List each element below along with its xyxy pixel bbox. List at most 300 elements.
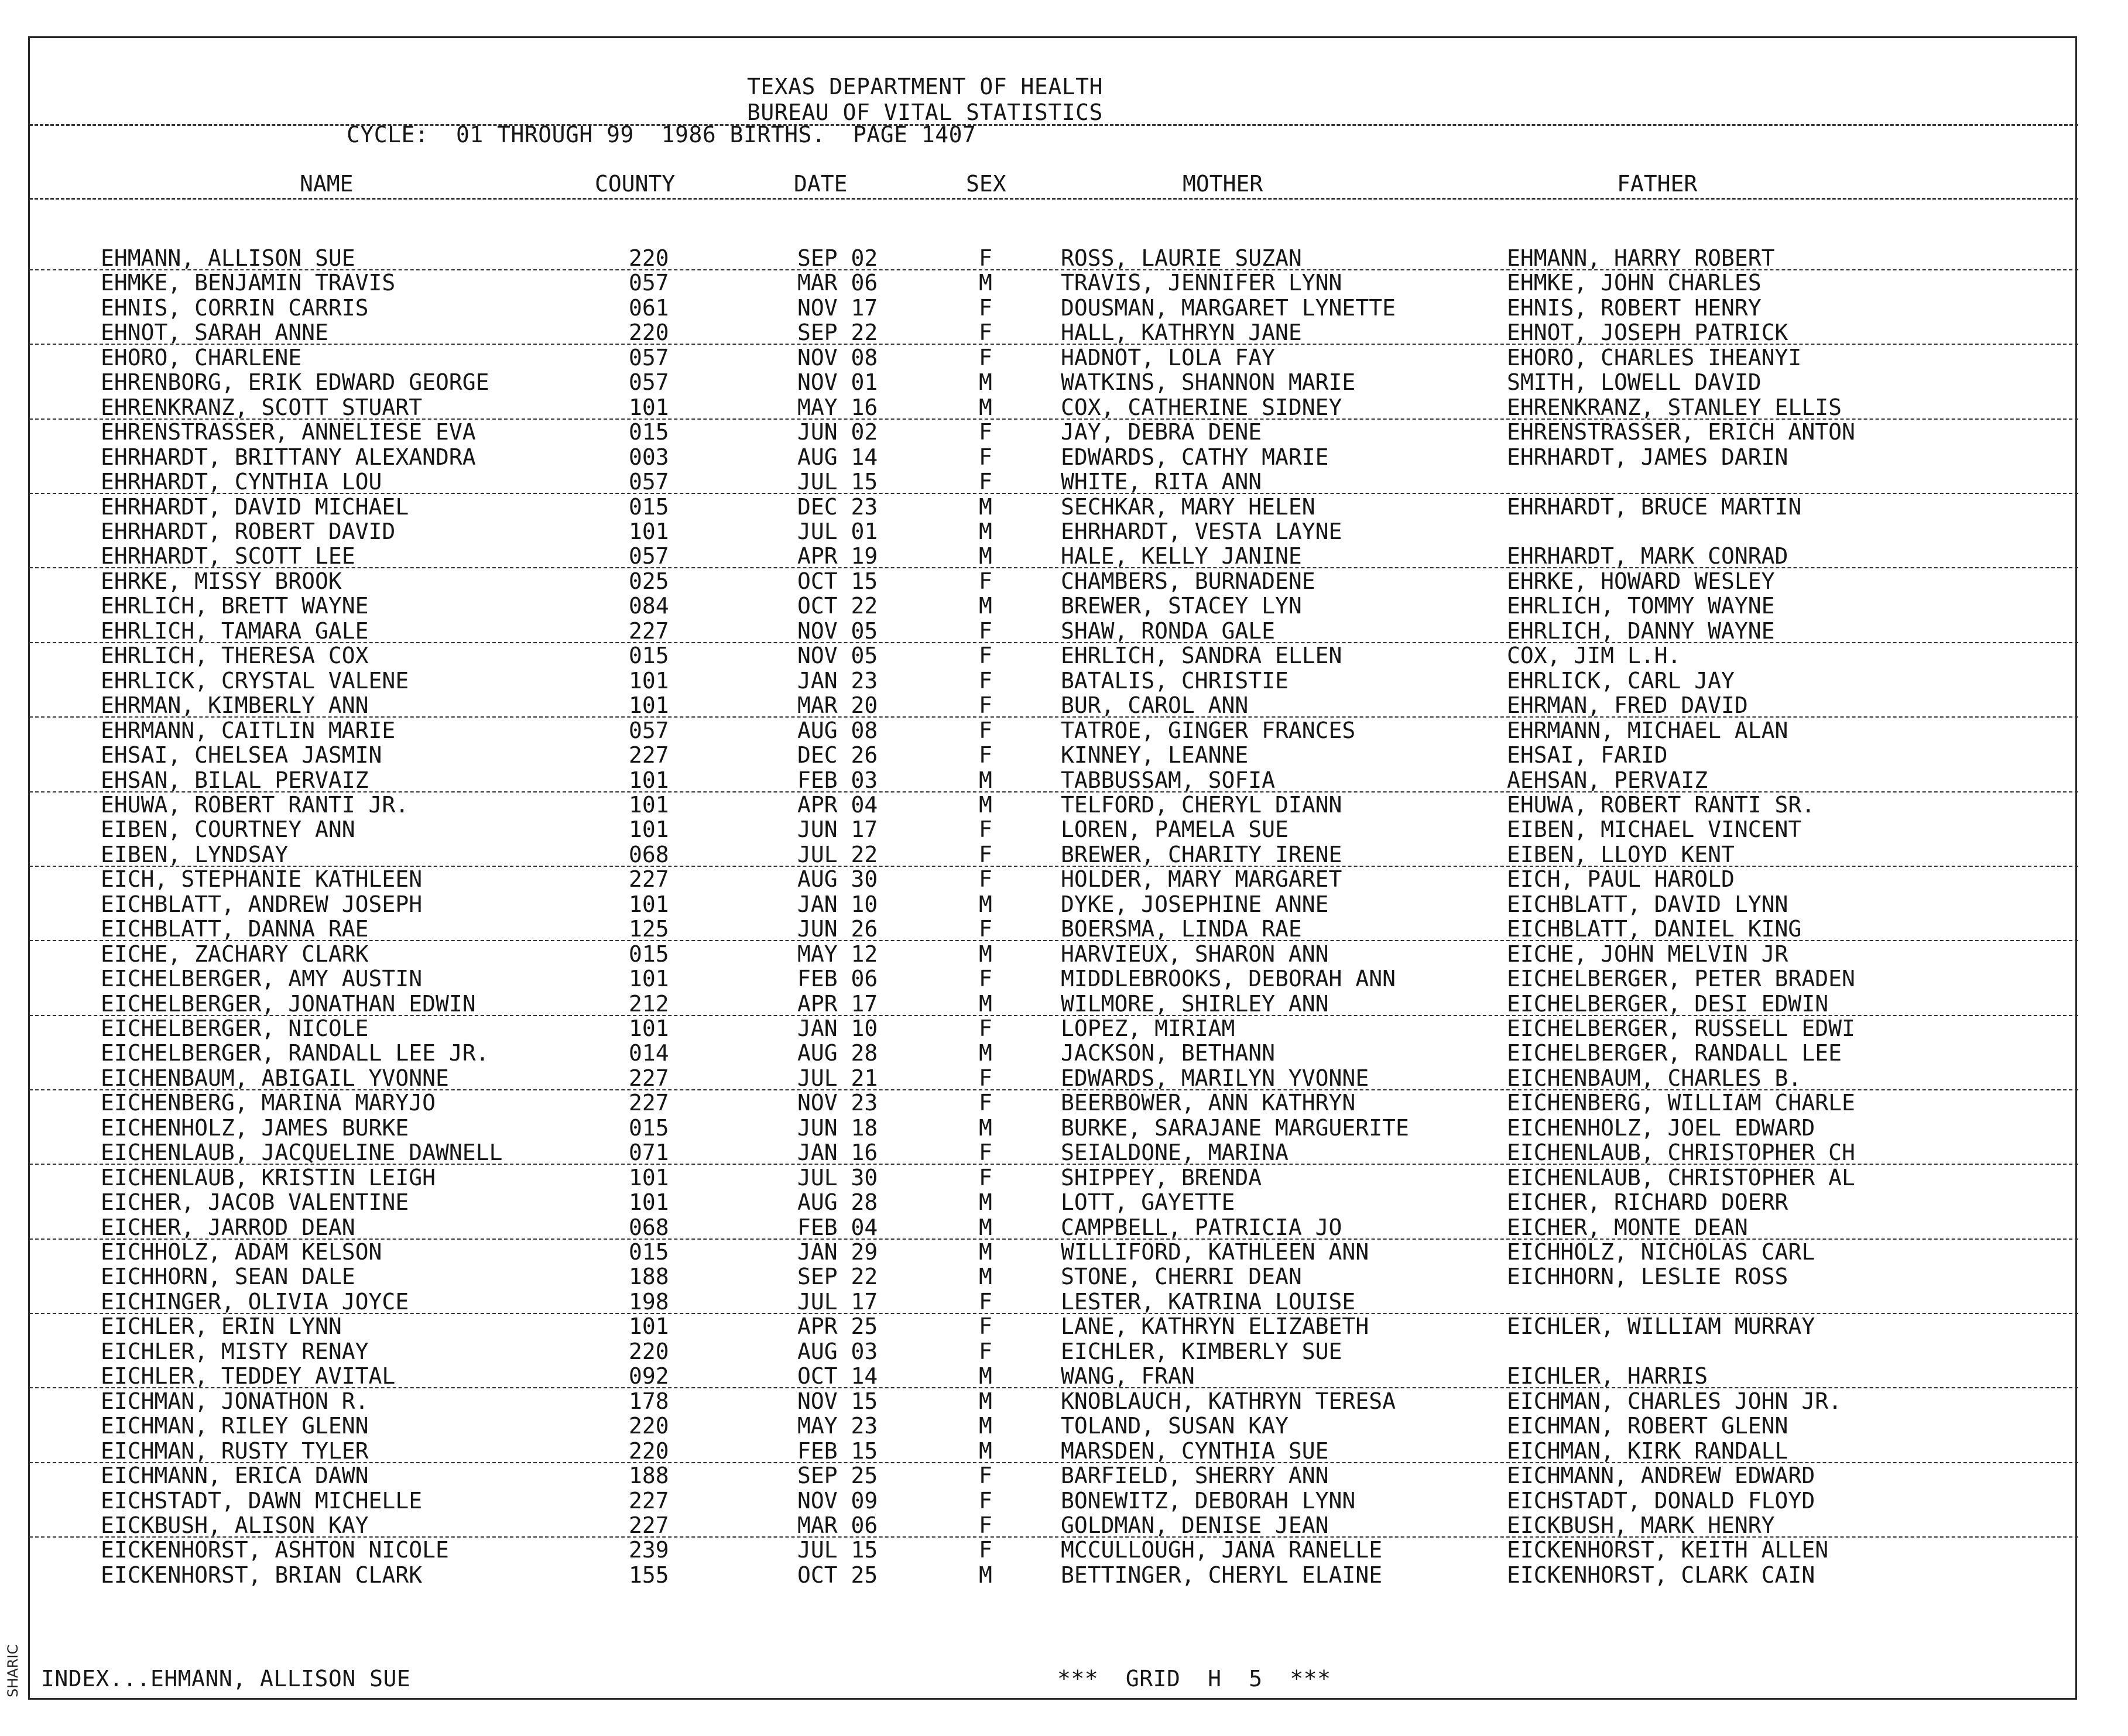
cell-sex: F (979, 245, 992, 271)
cell-sex: F (979, 469, 992, 495)
cell-sex: F (979, 841, 992, 867)
table-row (0, 495, 2128, 519)
table-row (0, 270, 2128, 295)
table-row (0, 1488, 2128, 1513)
cell-county: 061 (629, 294, 669, 321)
cell-mother: DOUSMAN, MARGARET LYNETTE (1061, 294, 1396, 321)
table-row (0, 942, 2128, 966)
cell-mother: BETTINGER, CHERYL ELAINE (1061, 1562, 1383, 1588)
col-header-mother: MOTHER (1183, 171, 1263, 197)
cell-mother: HADNOT, LOLA FAY (1061, 344, 1276, 370)
cell-county: 025 (629, 568, 669, 594)
cell-sex: M (979, 270, 992, 296)
cell-father: EIBEN, MICHAEL VINCENT (1507, 816, 1802, 843)
table-row (0, 420, 2128, 444)
cell-father: EICHENBERG, WILLIAM CHARLE (1507, 1090, 1855, 1116)
table-row (0, 1041, 2128, 1065)
cell-father: EICHSTADT, DONALD FLOYD (1507, 1487, 1815, 1514)
cell-sex: M (979, 990, 992, 1017)
cell-sex: M (979, 1388, 992, 1414)
header-divider (29, 124, 2078, 126)
cell-mother: DYKE, JOSEPHINE ANNE (1061, 891, 1329, 917)
cell-date: JUN 26 (797, 916, 878, 942)
cell-sex: F (979, 916, 992, 942)
cell-father: EHNOT, JOSEPH PATRICK (1507, 320, 1788, 346)
table-row (0, 1513, 2128, 1538)
cell-sex: F (979, 692, 992, 719)
cell-father: EICHE, JOHN MELVIN JR (1507, 941, 1788, 967)
cell-mother: CHAMBERS, BURNADENE (1061, 568, 1315, 594)
table-row (0, 1165, 2128, 1190)
cell-county: 068 (629, 841, 669, 867)
cell-date: JAN 10 (797, 1015, 878, 1041)
cell-father: EHRENKRANZ, STANLEY ELLIS (1507, 394, 1842, 420)
cell-county: 227 (629, 1090, 669, 1116)
table-row (0, 1066, 2128, 1090)
cell-sex: F (979, 667, 992, 694)
cell-mother: TRAVIS, JENNIFER LYNN (1061, 270, 1342, 296)
cell-mother: LOTT, GAYETTE (1061, 1189, 1235, 1216)
cell-date: NOV 01 (797, 369, 878, 396)
cell-county: 071 (629, 1140, 669, 1166)
cell-county: 227 (629, 1065, 669, 1091)
cell-father: EICHELBERGER, RANDALL LEE (1507, 1040, 1842, 1066)
table-row (0, 1389, 2128, 1413)
cell-date: MAY 16 (797, 394, 878, 420)
cell-sex: M (979, 1040, 992, 1066)
cell-mother: WILLIFORD, KATHLEEN ANN (1061, 1239, 1369, 1265)
cell-sex: F (979, 1537, 992, 1563)
cell-sex: F (979, 1463, 992, 1489)
cell-date: SEP 22 (797, 1264, 878, 1290)
table-row (0, 1289, 2128, 1314)
cell-county: 227 (629, 742, 669, 768)
table-row (0, 1413, 2128, 1438)
table-row (0, 892, 2128, 917)
cell-county: 220 (629, 1338, 669, 1364)
col-header-county: COUNTY (595, 171, 676, 197)
cell-mother: HOLDER, MARY MARGARET (1061, 866, 1342, 893)
cell-date: JAN 10 (797, 891, 878, 917)
cell-father: EHRKE, HOWARD WESLEY (1507, 568, 1775, 594)
cell-sex: F (979, 966, 992, 992)
cell-name: EHRMANN, CAITLIN MARIE (101, 717, 396, 743)
cell-name: EICHMAN, RILEY GLENN (101, 1413, 369, 1439)
cell-mother: HARVIEUX, SHARON ANN (1061, 941, 1329, 967)
table-row (0, 1264, 2128, 1289)
cell-date: JAN 16 (797, 1140, 878, 1166)
cell-county: 239 (629, 1537, 669, 1563)
cell-mother: TATROE, GINGER FRANCES (1061, 717, 1356, 743)
cell-county: 057 (629, 270, 669, 296)
cell-sex: M (979, 1189, 992, 1216)
cell-name: EICHELBERGER, AMY AUSTIN (101, 966, 423, 992)
cell-mother: BONEWITZ, DEBORAH LYNN (1061, 1487, 1356, 1514)
cell-mother: MARSDEN, CYNTHIA SUE (1061, 1437, 1329, 1464)
cell-date: JAN 29 (797, 1239, 878, 1265)
cell-county: 188 (629, 1264, 669, 1290)
cell-sex: M (979, 1437, 992, 1464)
cell-mother: TOLAND, SUSAN KAY (1061, 1413, 1289, 1439)
cell-date: JUL 15 (797, 469, 878, 495)
cell-sex: M (979, 519, 992, 544)
cell-name: EHORO, CHARLENE (101, 344, 302, 370)
cell-county: 220 (629, 245, 669, 271)
table-row (0, 519, 2128, 544)
cell-date: JUN 02 (797, 419, 878, 445)
cell-county: 227 (629, 1512, 669, 1538)
cell-date: NOV 05 (797, 617, 878, 644)
cell-date: JUN 18 (797, 1114, 878, 1141)
cell-sex: F (979, 344, 992, 370)
cell-father: EICHELBERGER, RUSSELL EDWI (1507, 1015, 1855, 1041)
table-row (0, 1215, 2128, 1240)
cell-date: FEB 03 (797, 767, 878, 793)
cell-county: 015 (629, 941, 669, 967)
cell-sex: M (979, 1214, 992, 1240)
cell-sex: M (979, 1363, 992, 1390)
cell-name: EICHELBERGER, RANDALL LEE JR. (101, 1040, 489, 1066)
cell-date: JUN 17 (797, 816, 878, 843)
table-row (0, 445, 2128, 469)
cell-name: EHRENBORG, ERIK EDWARD GEORGE (101, 369, 489, 396)
cell-sex: F (979, 742, 992, 768)
cell-sex: F (979, 1015, 992, 1041)
cell-date: NOV 23 (797, 1090, 878, 1116)
cell-county: 003 (629, 444, 669, 470)
cell-date: MAY 23 (797, 1413, 878, 1439)
cell-father: EICHENLAUB, CHRISTOPHER CH (1507, 1140, 1855, 1166)
cell-date: APR 17 (797, 990, 878, 1017)
cell-sex: F (979, 1164, 992, 1191)
cell-name: EHRHARDT, DAVID MICHAEL (101, 493, 409, 520)
cell-mother: TELFORD, CHERYL DIANN (1061, 791, 1342, 818)
cell-date: APR 19 (797, 543, 878, 569)
cell-father: COX, JIM L.H. (1507, 643, 1681, 669)
table-row (0, 246, 2128, 270)
cell-county: 101 (629, 1313, 669, 1340)
table-row (0, 917, 2128, 941)
cell-father: EIBEN, LLOYD KENT (1507, 841, 1735, 867)
cell-date: SEP 22 (797, 320, 878, 346)
cell-mother: KNOBLAUCH, KATHRYN TERESA (1061, 1388, 1396, 1414)
cell-mother: EDWARDS, CATHY MARIE (1061, 444, 1329, 470)
cell-date: OCT 22 (797, 593, 878, 619)
cell-county: 015 (629, 643, 669, 669)
table-row (0, 1339, 2128, 1364)
cell-mother: JACKSON, BETHANN (1061, 1040, 1276, 1066)
table-row (0, 593, 2128, 618)
cell-father: EHRLICH, DANNY WAYNE (1507, 617, 1775, 644)
footer-index: INDEX...EHMANN, ALLISON SUE (41, 1666, 411, 1692)
cell-father: EICHMAN, ROBERT GLENN (1507, 1413, 1788, 1439)
cell-county: 227 (629, 866, 669, 893)
cell-name: EHRLICK, CRYSTAL VALENE (101, 667, 409, 694)
cell-name: EHRENKRANZ, SCOTT STUART (101, 394, 423, 420)
cell-county: 227 (629, 617, 669, 644)
cell-date: FEB 04 (797, 1214, 878, 1240)
cell-date: AUG 28 (797, 1040, 878, 1066)
cell-sex: M (979, 891, 992, 917)
cell-mother: EHRLICH, SANDRA ELLEN (1061, 643, 1342, 669)
cell-name: EICHBLATT, DANNA RAE (101, 916, 369, 942)
cell-county: 101 (629, 891, 669, 917)
cell-father: EICHMANN, ANDREW EDWARD (1507, 1463, 1815, 1489)
cell-name: EICHELBERGER, NICOLE (101, 1015, 369, 1041)
table-row (0, 1563, 2128, 1587)
table-row (0, 668, 2128, 693)
cell-father: EICHER, MONTE DEAN (1507, 1214, 1748, 1240)
side-label: SHARIC (5, 1644, 21, 1698)
cell-mother: EICHLER, KIMBERLY SUE (1061, 1338, 1342, 1364)
cell-sex: M (979, 1114, 992, 1141)
cell-mother: BUR, CAROL ANN (1061, 692, 1249, 719)
cell-mother: BARFIELD, SHERRY ANN (1061, 1463, 1329, 1489)
cell-name: EHSAN, BILAL PERVAIZ (101, 767, 369, 793)
cell-date: DEC 23 (797, 493, 878, 520)
cell-county: 198 (629, 1288, 669, 1315)
cell-mother: BREWER, CHARITY IRENE (1061, 841, 1342, 867)
cell-father: EHRMANN, MICHAEL ALAN (1507, 717, 1788, 743)
cell-county: 101 (629, 692, 669, 719)
table-row (0, 345, 2128, 370)
cell-date: FEB 15 (797, 1437, 878, 1464)
table-row (0, 1240, 2128, 1264)
cell-name: EHRENSTRASSER, ANNELIESE EVA (101, 419, 476, 445)
cell-name: EICH, STEPHANIE KATHLEEN (101, 866, 423, 893)
cell-mother: MIDDLEBROOKS, DEBORAH ANN (1061, 966, 1396, 992)
cell-father: EHRHARDT, MARK CONRAD (1507, 543, 1788, 569)
cell-father: EICHLER, WILLIAM MURRAY (1507, 1313, 1815, 1340)
cell-sex: F (979, 1313, 992, 1340)
cell-date: AUG 03 (797, 1338, 878, 1364)
cell-mother: SEIALDONE, MARINA (1061, 1140, 1289, 1166)
cell-sex: F (979, 1140, 992, 1166)
table-row (0, 792, 2128, 817)
cell-name: EHRLICH, BRETT WAYNE (101, 593, 369, 619)
cell-father: EHNIS, ROBERT HENRY (1507, 294, 1762, 321)
cell-date: DEC 26 (797, 742, 878, 768)
cell-name: EHMANN, ALLISON SUE (101, 245, 355, 271)
cell-mother: BURKE, SARAJANE MARGUERITE (1061, 1114, 1409, 1141)
cell-county: 178 (629, 1388, 669, 1414)
cell-name: EICHE, ZACHARY CLARK (101, 941, 369, 967)
cell-mother: STONE, CHERRI DEAN (1061, 1264, 1302, 1290)
cell-father: EICHBLATT, DAVID LYNN (1507, 891, 1788, 917)
col-header-name: NAME (300, 171, 354, 197)
cell-name: EICHMAN, JONATHON R. (101, 1388, 369, 1414)
cell-name: EHUWA, ROBERT RANTI JR. (101, 791, 409, 818)
cell-date: NOV 09 (797, 1487, 878, 1514)
cell-county: 101 (629, 1015, 669, 1041)
cell-mother: HALE, KELLY JANINE (1061, 543, 1302, 569)
cell-county: 101 (629, 394, 669, 420)
cell-name: EICHMAN, RUSTY TYLER (101, 1437, 369, 1464)
cell-county: 057 (629, 469, 669, 495)
cell-county: 220 (629, 1437, 669, 1464)
cell-date: JUL 30 (797, 1164, 878, 1191)
table-row (0, 842, 2128, 867)
cell-county: 014 (629, 1040, 669, 1066)
cell-mother: BOERSMA, LINDA RAE (1061, 916, 1302, 942)
cell-name: EHRKE, MISSY BROOK (101, 568, 342, 594)
cell-father: EICHMAN, CHARLES JOHN JR. (1507, 1388, 1842, 1414)
cell-date: SEP 02 (797, 245, 878, 271)
cell-mother: WHITE, RITA ANN (1061, 469, 1262, 495)
cell-county: 068 (629, 1214, 669, 1240)
cell-county: 101 (629, 966, 669, 992)
cell-name: EICHER, JACOB VALENTINE (101, 1189, 409, 1216)
col-header-date: DATE (794, 171, 848, 197)
table-row (0, 619, 2128, 643)
cell-father: EHRHARDT, JAMES DARIN (1507, 444, 1788, 470)
table-row (0, 1140, 2128, 1165)
cell-name: EHRLICH, TAMARA GALE (101, 617, 369, 644)
table-row (0, 743, 2128, 767)
cell-name: EICHSTADT, DAWN MICHELLE (101, 1487, 423, 1514)
cell-mother: ROSS, LAURIE SUZAN (1061, 245, 1302, 271)
cell-mother: WANG, FRAN (1061, 1363, 1195, 1390)
cell-father: EHMANN, HARRY ROBERT (1507, 245, 1775, 271)
cell-mother: COX, CATHERINE SIDNEY (1061, 394, 1342, 420)
cell-date: NOV 05 (797, 643, 878, 669)
cell-father: EICHBLATT, DANIEL KING (1507, 916, 1802, 942)
cell-name: EICHHOLZ, ADAM KELSON (101, 1239, 382, 1265)
cell-date: JUL 21 (797, 1065, 878, 1091)
cell-father: EICHENHOLZ, JOEL EDWARD (1507, 1114, 1815, 1141)
cell-father: EICH, PAUL HAROLD (1507, 866, 1735, 893)
cell-sex: M (979, 493, 992, 520)
cell-date: MAR 06 (797, 1512, 878, 1538)
cell-county: 015 (629, 1114, 669, 1141)
table-row (0, 1314, 2128, 1339)
cell-father: EICHENBAUM, CHARLES B. (1507, 1065, 1802, 1091)
cell-mother: LOPEZ, MIRIAM (1061, 1015, 1235, 1041)
cell-name: EICHELBERGER, JONATHAN EDWIN (101, 990, 476, 1017)
footer-grid: *** GRID H 5 *** (1057, 1666, 1331, 1692)
table-row (0, 544, 2128, 568)
cell-county: 092 (629, 1363, 669, 1390)
cell-county: 101 (629, 1189, 669, 1216)
cell-name: EICHENHOLZ, JAMES BURKE (101, 1114, 409, 1141)
cell-sex: M (979, 593, 992, 619)
cell-name: EICHLER, MISTY RENAY (101, 1338, 369, 1364)
cell-father: EHMKE, JOHN CHARLES (1507, 270, 1762, 296)
cycle-line: CYCLE: 01 THROUGH 99 1986 BIRTHS. PAGE 1407 (347, 122, 976, 147)
table-row (0, 569, 2128, 593)
cell-sex: M (979, 369, 992, 396)
cell-sex: F (979, 816, 992, 843)
cell-name: EHNOT, SARAH ANNE (101, 320, 328, 346)
table-row (0, 1116, 2128, 1140)
cell-sex: F (979, 1487, 992, 1514)
cell-name: EICHER, JARROD DEAN (101, 1214, 355, 1240)
cell-father: SMITH, LOWELL DAVID (1507, 369, 1762, 396)
cell-county: 101 (629, 1164, 669, 1191)
cell-county: 220 (629, 1413, 669, 1439)
cell-sex: M (979, 1562, 992, 1588)
cell-date: OCT 14 (797, 1363, 878, 1390)
cell-father: EICHELBERGER, PETER BRADEN (1507, 966, 1855, 992)
cell-father: EICHENLAUB, CHRISTOPHER AL (1507, 1164, 1855, 1191)
cell-sex: M (979, 767, 992, 793)
cell-county: 057 (629, 369, 669, 396)
cell-father: EICHER, RICHARD DOERR (1507, 1189, 1788, 1216)
cell-sex: M (979, 1413, 992, 1439)
table-row (0, 1016, 2128, 1041)
table-row (0, 370, 2128, 394)
cell-father: EICHMAN, KIRK RANDALL (1507, 1437, 1788, 1464)
cell-date: NOV 15 (797, 1388, 878, 1414)
cell-date: SEP 25 (797, 1463, 878, 1489)
table-row (0, 1090, 2128, 1115)
cell-father: EHORO, CHARLES IHEANYI (1507, 344, 1802, 370)
cell-father: EHRLICH, TOMMY WAYNE (1507, 593, 1775, 619)
cell-mother: BEERBOWER, ANN KATHRYN (1061, 1090, 1356, 1116)
table-row (0, 718, 2128, 743)
cell-name: EIBEN, LYNDSAY (101, 841, 289, 867)
cell-mother: TABBUSSAM, SOFIA (1061, 767, 1276, 793)
cell-date: JUL 17 (797, 1288, 878, 1315)
cell-sex: F (979, 320, 992, 346)
cell-name: EICHHORN, SEAN DALE (101, 1264, 355, 1290)
cell-mother: SECHKAR, MARY HELEN (1061, 493, 1315, 520)
cell-father: EICHHORN, LESLIE ROSS (1507, 1264, 1788, 1290)
cell-date: JUL 22 (797, 841, 878, 867)
cell-sex: M (979, 1239, 992, 1265)
table-row (0, 469, 2128, 494)
cell-date: NOV 17 (797, 294, 878, 321)
cell-date: JUL 15 (797, 1537, 878, 1563)
table-row (0, 867, 2128, 891)
cell-mother: WILMORE, SHIRLEY ANN (1061, 990, 1329, 1017)
cell-county: 125 (629, 916, 669, 942)
cell-county: 015 (629, 493, 669, 520)
cell-name: EICKENHORST, ASHTON NICOLE (101, 1537, 449, 1563)
cell-name: EHRHARDT, CYNTHIA LOU (101, 469, 382, 495)
cell-father: EHRENSTRASSER, ERICH ANTON (1507, 419, 1855, 445)
cell-father: EICKBUSH, MARK HENRY (1507, 1512, 1775, 1538)
col-header-sex: SEX (966, 171, 1006, 197)
table-row (0, 1439, 2128, 1463)
cell-county: 227 (629, 1487, 669, 1514)
cell-mother: SHAW, RONDA GALE (1061, 617, 1276, 644)
cell-name: EICHENLAUB, KRISTIN LEIGH (101, 1164, 436, 1191)
table-row (0, 320, 2128, 345)
col-header-father: FATHER (1617, 171, 1698, 197)
cell-father: EHRMAN, FRED DAVID (1507, 692, 1748, 719)
table-row (0, 296, 2128, 320)
cell-county: 101 (629, 519, 669, 544)
cell-county: 057 (629, 344, 669, 370)
cell-father: EICHHOLZ, NICHOLAS CARL (1507, 1239, 1815, 1265)
cell-sex: F (979, 1512, 992, 1538)
cell-county: 015 (629, 419, 669, 445)
cell-county: 057 (629, 717, 669, 743)
cell-name: EICKBUSH, ALISON KAY (101, 1512, 369, 1538)
table-row (0, 1538, 2128, 1562)
cell-sex: M (979, 543, 992, 569)
cell-name: EICHENLAUB, JACQUELINE DAWNELL (101, 1140, 503, 1166)
cell-mother: GOLDMAN, DENISE JEAN (1061, 1512, 1329, 1538)
cell-mother: LESTER, KATRINA LOUISE (1061, 1288, 1356, 1315)
cell-county: 220 (629, 320, 669, 346)
cell-mother: LANE, KATHRYN ELIZABETH (1061, 1313, 1369, 1340)
cell-father: EHRLICK, CARL JAY (1507, 667, 1735, 694)
cell-name: EICHLER, TEDDEY AVITAL (101, 1363, 396, 1390)
cell-name: EHRHARDT, ROBERT DAVID (101, 519, 396, 544)
cell-sex: M (979, 791, 992, 818)
